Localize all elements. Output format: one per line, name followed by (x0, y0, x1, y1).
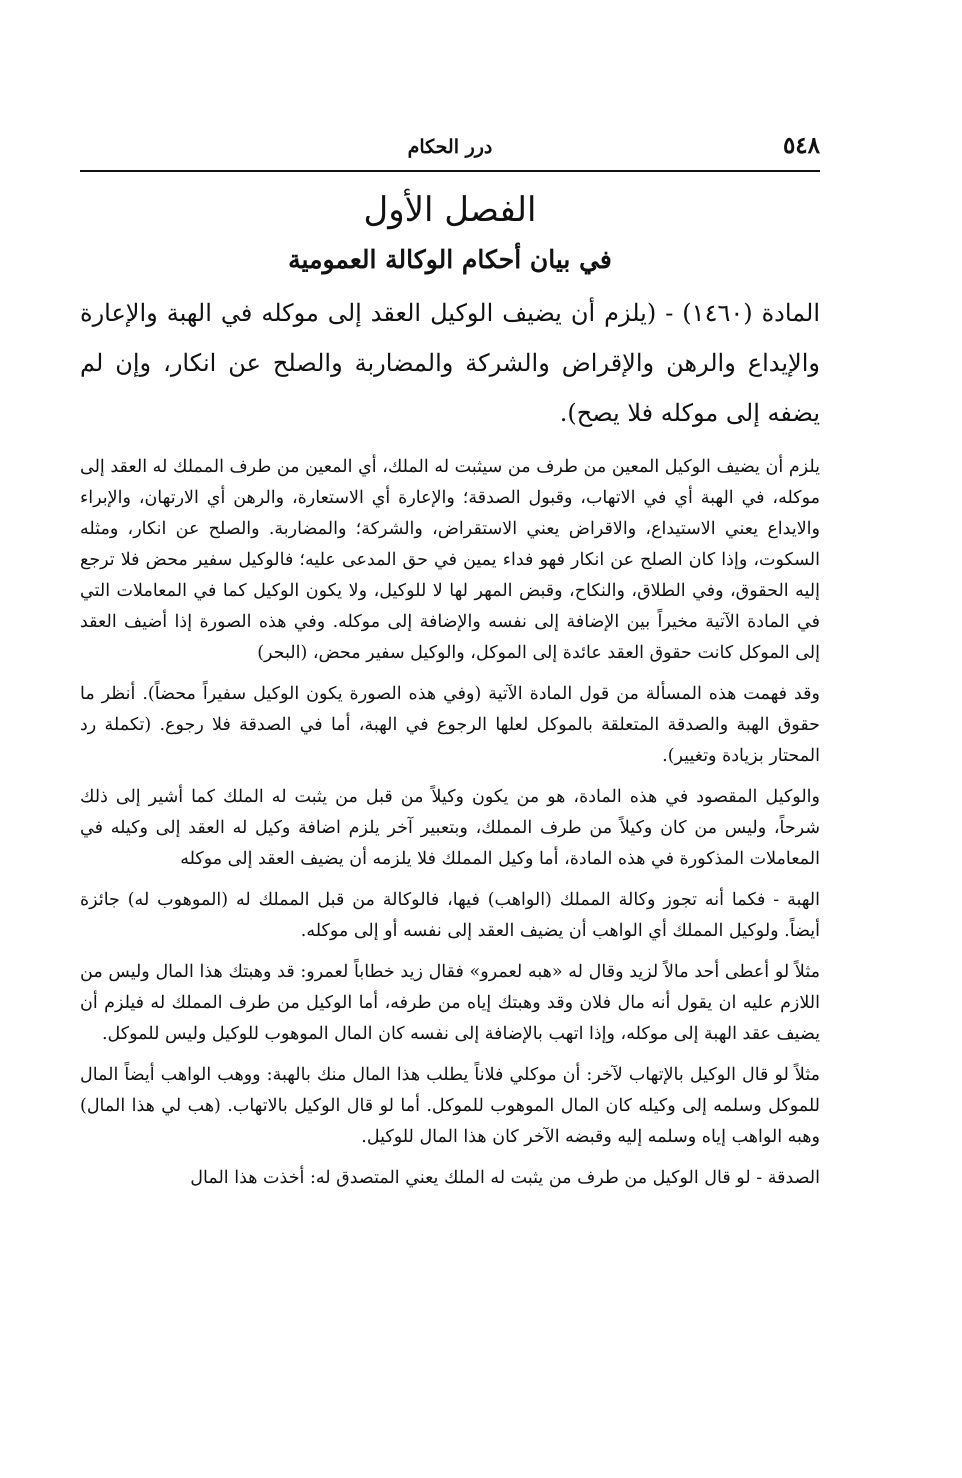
commentary-paragraph: مثلاً لو قال الوكيل بالإتهاب لآخر: أن موكلي فلاناً يطلب هذا المال منك بالهبة: ووهب الواهب أيضاً المال للموكل وسلمه إلى وكيله كان المال الموهوب للموكل. أما لو قال الوكيل بالاتهاب. (هب لي هذا المال) وهبه الواهب إياه وسلمه إليه وقبضه الآخر كان هذا المال للوكيل. (80, 1065, 820, 1147)
section-title: في بيان أحكام الوكالة العمومية (288, 245, 612, 274)
running-header (80, 130, 820, 172)
article-text: المادة (١٤٦٠) - (يلزم أن يضيف الوكيل العقد إلى موكله في الهبة والإعارة والإيداع والرهن والإقراض والشركة والمضاربة والصلح عن انكار، وإن لم يضفه إلى موكله فلا يصح). (80, 299, 821, 427)
commentary-paragraph: الصدقة - لو قال الوكيل من طرف من يثبت له الملك يعني المتصدق له: أخذت هذا المال (190, 1168, 820, 1188)
book-title: درر الحكام (407, 136, 493, 158)
page-number: ٥٤٨ (782, 132, 820, 159)
commentary-paragraph: والوكيل المقصود في هذه المادة، هو من يكون وكيلاً من قبل من يثبت له الملك كما أشير إلى ذلك شرحاً، وليس من كان وكيلاً من طرف المملك، وبتعبير آخر يلزم اضافة وكيل له العقد إلى وكيله في المعاملات المذكورة في هذه المادة، أما وكيل المملك فلا يلزمه أن يضيف العقد إلى موكله (80, 787, 820, 869)
chapter-title: الفصل الأول (363, 190, 537, 230)
commentary-paragraph: يلزم أن يضيف الوكيل المعين من طرف من سيثبت له الملك، أي المعين من طرف المملك له العقد إلى موكله، في الهبة أي في الاتهاب، وقبول الصدقة؛ والإعارة أي الاستعارة، والرهن أي الارتهان، والإبراء والايداع يعني الاستيداع، والاقراض يعني الاستقراض، والشركة؛ والمضاربة. والصلح عن انكار، ومثله السكوت، وإذا كان الصلح عن انكار فهو فداء يمين في حق المدعى عليه؛ فالوكيل سفير محض فلا ترجع إليه الحقوق، وفي الطلاق، والنكاح، وقبض المهر لها لا للوكيل، ولا يكون الوكيل كما في المعاملات التي في المادة الآتية مخيراً بين الإضافة إلى نفسه والإضافة إلى موكله. وفي هذه الصورة إذا أضيف العقد إلى الموكل كانت حقوق العقد عائدة إلى الموكل، والوكيل سفير محض، (البحر) (80, 457, 820, 663)
commentary-paragraph: مثلاً لو أعطى أحد مالاً لزيد وقال له «هبه لعمرو» فقال زيد خطاباً لعمرو: قد وهبتك هذا المال وليس من اللازم عليه ان يقول أنه مال فلان وقد وهبتك إياه من طرفه، أما الوكيل من طرف المملك له فيلزم أن يضيف عقد الهبة إلى موكله، وإذا اتهب بالإضافة إلى نفسه كان المال الموهوب للوكيل وليس للموكل. (80, 962, 820, 1044)
document-page (80, 130, 820, 1204)
commentary-paragraph: الهبة - فكما أنه تجوز وكالة المملك (الواهب) فيها، فالوكالة من قبل المملك له (الموهوب له) جائزة أيضاً. ولوكيل المملك أي الواهب أن يضيف العقد إلى نفسه أو إلى موكله. (80, 890, 820, 941)
commentary-paragraph: وقد فهمت هذه المسألة من قول المادة الآتية (وفي هذه الصورة يكون الوكيل سفيراً محضاً). أنظر ما حقوق الهبة والصدقة المتعلقة بالموكل لعلها الرجوع في الهبة، أما في الصدقة فلا رجوع. (تكملة رد المحتار بزيادة وتغيير). (80, 684, 820, 766)
